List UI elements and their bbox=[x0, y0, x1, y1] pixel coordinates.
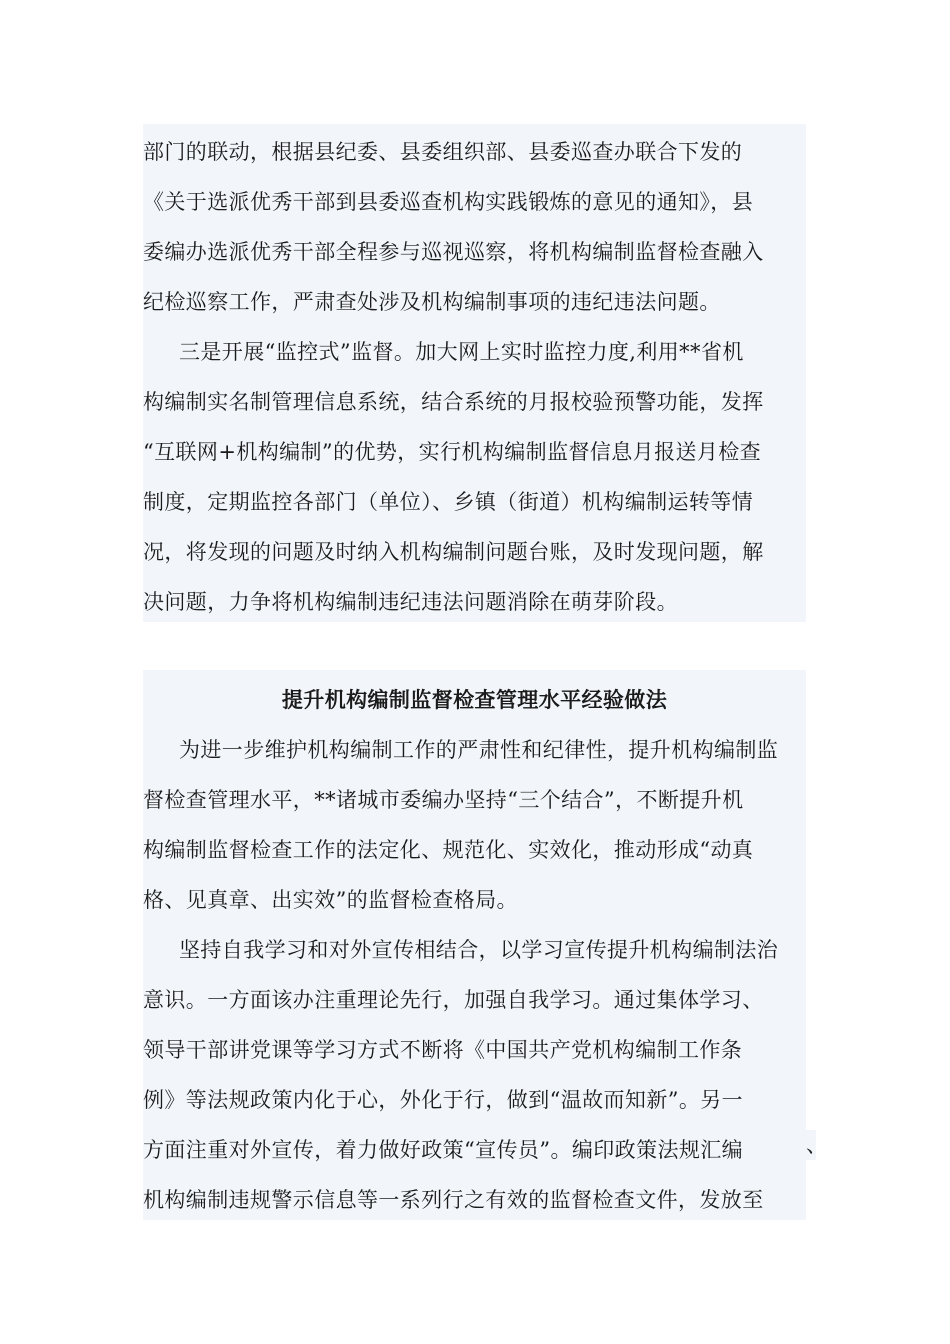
paragraph-line: 为进一步维护机构编制工作的严肃性和纪律性，提升机构编制监 bbox=[179, 738, 779, 762]
paragraph-line: 意识。一方面该办注重理论先行，加强自我学习。通过集体学习、 bbox=[143, 988, 764, 1012]
section-title: 提升机构编制监督检查管理水平经验做法 bbox=[281, 687, 668, 712]
text-block-section-1 bbox=[143, 124, 806, 622]
paragraph-line: 构编制实名制管理信息系统，结合系统的月报校验预警功能，发挥 bbox=[143, 390, 764, 414]
paragraph-line: “互联网+机构编制”的优势，实行机构编制监督信息月报送月检查 bbox=[143, 440, 762, 464]
paragraph-line: 机构编制违规警示信息等一系列行之有效的监督检查文件，发放至 bbox=[143, 1188, 764, 1212]
paragraph-line: 《关于选派优秀干部到县委巡查机构实践锻炼的意见的通知》，县 bbox=[143, 190, 754, 214]
paragraph-line: 纪检巡察工作，严肃查处涉及机构编制事项的违纪违法问题。 bbox=[143, 290, 721, 314]
paragraph-line: 况，将发现的问题及时纳入机构编制问题台账，及时发现问题，解 bbox=[143, 540, 764, 564]
paragraph-line: 制度，定期监控各部门（单位）、乡镇（街道）机构编制运转等情 bbox=[143, 490, 754, 514]
paragraph-line: 决问题，力争将机构编制违纪违法问题消除在萌芽阶段。 bbox=[143, 590, 678, 614]
paragraph-line: 构编制监督检查工作的法定化、规范化、实效化，推动形成“动真 bbox=[143, 838, 754, 862]
paragraph-line: 部门的联动，根据县纪委、县委组织部、县委巡查办联合下发的 bbox=[143, 140, 743, 164]
paragraph-line: 格、见真章、出实效”的监督检查格局。 bbox=[143, 888, 518, 912]
paragraph-line: 三是开展“监控式”监督。加大网上实时监控力度,利用**省机 bbox=[179, 340, 744, 364]
paragraph-line: 督检查管理水平，**诸城市委编办坚持“三个结合”，不断提升机 bbox=[143, 788, 744, 812]
paragraph-line: 坚持自我学习和对外宣传相结合，以学习宣传提升机构编制法治 bbox=[179, 938, 779, 962]
paragraph-line: 例》等法规政策内化于心，外化于行，做到“温故而知新”。另一 bbox=[143, 1088, 744, 1112]
text-block-section-2 bbox=[143, 670, 806, 1220]
overflow-punctuation: 、 bbox=[806, 1130, 816, 1160]
paragraph-line: 委编办选派优秀干部全程参与巡视巡察，将机构编制监督检查融入 bbox=[143, 240, 764, 264]
paragraph-line: 方面注重对外宣传，着力做好政策“宣传员”。编印政策法规汇编 bbox=[143, 1138, 744, 1162]
paragraph-line: 领导干部讲党课等学习方式不断将《中国共产党机构编制工作条 bbox=[143, 1038, 743, 1062]
